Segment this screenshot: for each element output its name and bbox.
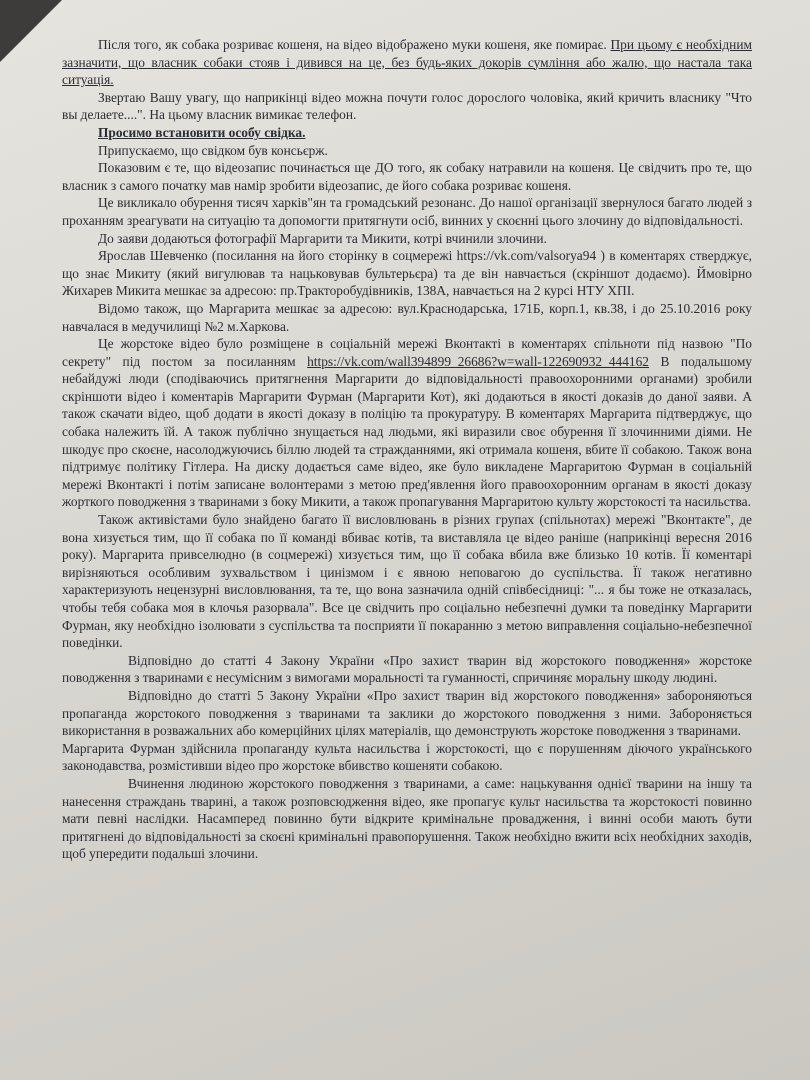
paragraph-photos: До заяви додаються фотографії Маргарити та Микити, котрі вчинили злочини. — [98, 230, 547, 246]
paragraph-resonance: Це викликало обурення тисяч харків"ян та громадський резонанс. До нашої організації звернулося багато людей з проханням зреагувати на ситуацію та допомогти притягнути осіб, винних у скоєнні цього злочину до відповідальності. — [62, 195, 752, 228]
section-heading — [62, 124, 752, 142]
paragraph-consequences: Вчинення людиною жорстокого поводження з тваринами, а саме: нацькування однієї тварини на іншу та нанесення страждань тварині, а також розповсюдження відео, яке пропагує культ насильства та жорстокості повинно мати певні наслідки. Насамперед повинно бути відкрите кримінальне провадження, і винні особи мають бути притягнені до відповідальності за скоєні кримінальні правопорушення. Також необхідно вжити всіх необхідних заходів, щоб упередити подальші злочини. — [62, 775, 752, 862]
heading-text: Просимо встановити особу свідка. — [98, 124, 306, 140]
document-body — [62, 36, 752, 863]
paragraph-text: Після того, як собака розриває кошеня, на відео відображено муки кошеня, яке помирає. — [98, 37, 607, 52]
paragraph-video-post — [62, 335, 752, 511]
underlined-statement: При цьому є необхідним зазначити, що власник собаки стояв і дивився на це, без будь-яких докорів сумління або жалю, що настала така ситуація. — [62, 37, 752, 88]
vk-post-link[interactable]: https://vk.com/wall394899_26686?w=wall-122690932_444162 — [307, 353, 649, 369]
paragraph-text: Це жорстоке відео було розміщене в соціальній мережі Вконтакті в коментарях спільноти під назвою "По секрету" під постом за посиланням — [62, 336, 752, 369]
paragraph-text: В подальшому небайдужі люди (сподіваючись притягнення Маргарити до відповідальності правоохоронними органами) зробили скріншоти відео і коментарів Маргарити Фурман (Маргарити Кот), які додаються в якості доказів до даної заяви. А також скачати відео, щоб додати в якості доказу в поліцію та прокуратуру. В коментарях Маргарита підтверджує, що собака належить їй. А також публічно знущається над людьми, які виразили своє обурення її злочинними діями. Не шкодує про скоєне, насолоджуючись біллю людей та стражданнями, які отримала кошеня, вбите її собакою. Також вона підтримує політику Гітлера. На диску додається саме відео, яке було викладене Маргаритою Фурман в соціальній мережі Вконтакті і потім записане волонтерами з метою пред'явлення його правоохоронним органам в якості доказу жорткого поводження з тваринами з боку Микити, а також пропагування Маргаритою культу жорстокості та насильства. — [62, 353, 752, 510]
page-corner-shadow — [0, 0, 62, 62]
paragraph-witness: Припускаємо, що свідком був консьєрж. — [98, 142, 328, 158]
paragraph-shevchenko: Ярослав Шевченко (посилання на його сторінку в соцмережі https://vk.com/valsorya94 ) в коментарях стверджує, що знає Микиту (який вигулював та нацьковував бультерьєра) та де він навчається (скріншот додаємо). Ймовірно Жихарев Микита мешкає за адресою: пр.Тракторобудівників, 138А, навчається на 2 курсі НТУ ХПІ. — [62, 248, 752, 299]
paragraph-propaganda: Маргарита Фурман здійснила пропаганду культа насильства і жорстокості, що є порушенням діючого українського законодавства, розмістивши відео про жорстоке вбивство кошеняти собакою. — [62, 740, 752, 774]
paragraph-article-5: Відповідно до статті 5 Закону України «Про захист тварин від жорстокого поводження» забороняються пропаганда жорстокого поводження з тваринами та заклики до жорстокого поводження з ними. Забороняється використання в розважальних або комерційних цілях матеріалів, що демонструють жорстоке поводження з тваринами. — [62, 687, 752, 739]
paragraph-voice: Звертаю Вашу увагу, що наприкінці відео можна почути голос дорослого чоловіка, який кричить власнику "Что вы делаете....". На цьому власник вимикає телефон. — [62, 89, 752, 123]
paragraph-activists: Також активістами було знайдено багато її висловлювань в різних групах (спільнотах) мережі "Вконтакте", де вона хизується тим, що її собака по її команді вбиває котів, та виставляла це відео раніше (наприкінці вересня 2016 року). Маргарита привселюдно (в соцмережі) хизується тим, що її собака вбила вже близько 10 котів. Її коментарі вирізняються особливим зухвальством і цинізмом і є явною неповагою до суспільства. Її також негативно характеризують нецензурні висловлювання, та те, що вона зазначила одній співбесідниці: "... я бы тоже не отказалась, чтобы тебя собака моя в клочья разорвала". Все це свідчить про соціально небезпечні думки та поведінку Маргарити Фурман, яку необхідно ізолювати з суспільства та посприяти її покаранню з метою виправлення соціально-небезпечної поведінки. — [62, 512, 752, 651]
paragraph-article-4: Відповідно до статті 4 Закону України «Про захист тварин від жорстокого поводження» жорстоке поводження з тваринами є несумісним з вимогами моральності та гуманності, спричиняє моральну шкоду людині. — [62, 652, 752, 686]
paragraph-premeditation: Показовим є те, що відеозапис починається ще ДО того, як собаку натравили на кошеня. Це свідчить про те, що власник з самого початку мав намір зробити відеозапис, де його собака розриває кошеня. — [62, 160, 752, 193]
paragraph-kitten-suffering — [62, 36, 752, 89]
paragraph-address: Відомо також, що Маргарита мешкає за адресою: вул.Краснодарська, 171Б, корп.1, кв.38, і до 25.10.2016 року навчалася в медучилищі №2 м.Харкова. — [62, 300, 752, 334]
